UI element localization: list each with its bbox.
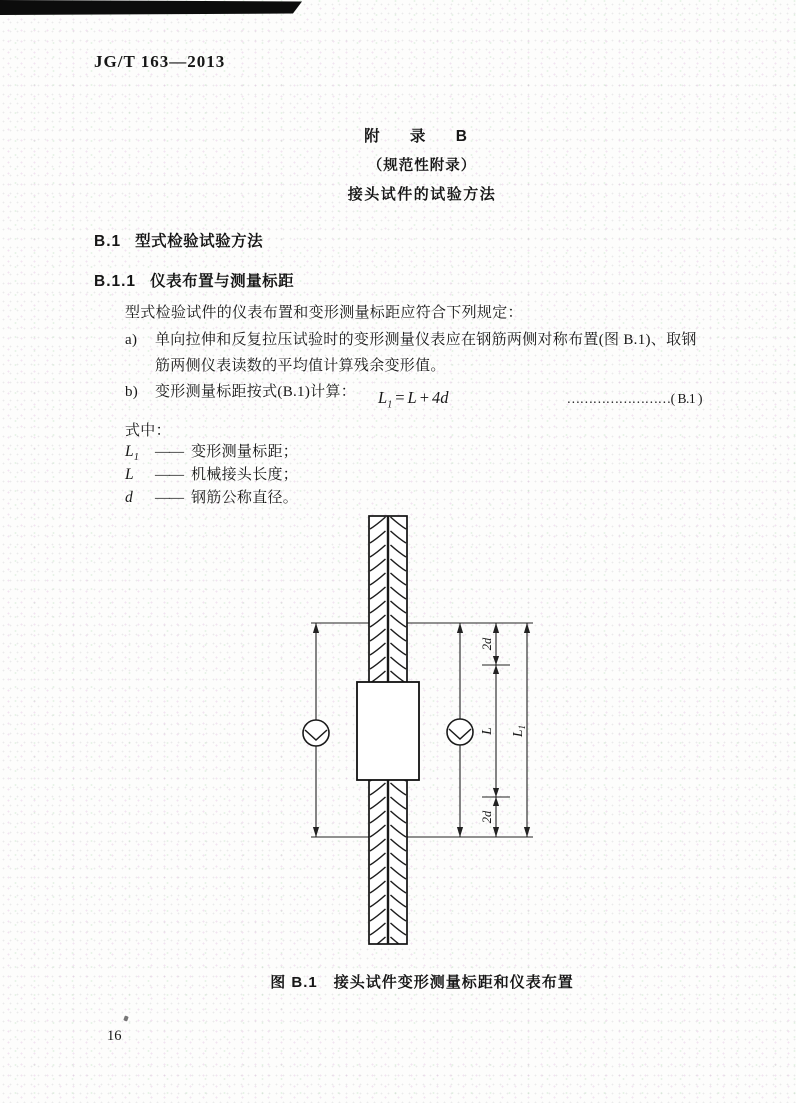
intro-paragraph: 型式检验试件的仪表布置和变形测量标距应符合下列规定： <box>125 305 523 321</box>
section-title: 仪表布置与测量标距 <box>150 273 295 290</box>
coupler-sleeve <box>357 682 419 780</box>
formula-b1-row <box>0 388 796 414</box>
left-dial-gauge-icon <box>303 720 329 746</box>
definition-text: 变形测量标距； <box>191 444 299 460</box>
definition-dash: —— <box>155 444 183 460</box>
section-title: 型式检验试验方法 <box>135 233 264 250</box>
appendix-title-block <box>48 124 796 204</box>
plus-sign: + <box>419 388 429 407</box>
equation-number: ( B.1 ) <box>670 391 702 406</box>
definition-row-L1 <box>125 440 298 463</box>
symbol <box>125 443 155 463</box>
where-label: 式中： <box>125 423 171 439</box>
equals-sign: = <box>395 388 405 407</box>
section-number: B.1 <box>94 233 122 250</box>
figure-b1-diagram <box>268 498 560 960</box>
list-item-text: 变形测量标距按式(B.1)计算： <box>155 384 357 400</box>
appendix-heading: 接头试件的试验方法 <box>347 186 497 203</box>
scan-artifact-mark <box>123 1015 128 1021</box>
list-item-text: 单向拉伸和反复拉压试验时的变形测量仪表应在钢筋两侧对称布置(图 B.1)、取钢筋两侧仪表读数的平均值计算残余变形值。 <box>155 332 697 374</box>
formula-number <box>567 391 702 407</box>
right-dial-gauge-icon <box>447 719 473 745</box>
gauge-extension-lines <box>311 623 533 837</box>
symbol-subscript: 1 <box>133 452 140 464</box>
standard-code-header: JG/T 163—2013 <box>94 52 226 71</box>
figure-caption-label: 图 B.1 <box>270 974 318 991</box>
section-number: B.1.1 <box>94 273 137 290</box>
definition-text: 机械接头长度； <box>191 467 299 483</box>
definition-row-L <box>125 463 298 486</box>
formula-lhs-subscript: 1 <box>387 399 393 411</box>
section-heading-b11 <box>94 269 294 291</box>
formula-term: 4d <box>432 388 449 407</box>
label-L1 <box>510 725 527 738</box>
list-item-label: a) <box>125 332 138 348</box>
page-number: 16 <box>107 1028 122 1044</box>
appendix-subtitle: （规范性附录） <box>367 158 477 174</box>
section-heading-b1 <box>94 229 263 251</box>
list-item-a <box>125 327 711 379</box>
list-item-label: b) <box>125 384 139 400</box>
definition-dash: —— <box>155 467 183 483</box>
figure-caption <box>48 971 796 992</box>
formula-lhs: L <box>378 388 388 407</box>
symbol-var: L <box>125 443 134 460</box>
scan-artifact-top-bar <box>0 0 302 15</box>
dotted-leader: …………………… <box>566 391 671 406</box>
label-2d-top: 2d <box>480 637 494 651</box>
formula-expression <box>378 388 449 410</box>
label-L: L <box>479 727 494 735</box>
appendix-title: 附 录 B <box>364 128 480 145</box>
label-L1-subscript: 1 <box>517 724 527 730</box>
figure-caption-text: 接头试件变形测量标距和仪表布置 <box>333 974 574 991</box>
symbol-var: d <box>125 489 134 506</box>
definition-dash: —— <box>155 490 183 506</box>
symbol <box>125 489 155 509</box>
label-2d-bottom: 2d <box>480 810 494 824</box>
symbol <box>125 466 155 486</box>
definition-text: 钢筋公称直径。 <box>191 490 299 506</box>
symbol-var: L <box>125 466 134 483</box>
label-L1-var: L <box>510 729 525 738</box>
formula-rhs-var: L <box>407 388 417 407</box>
